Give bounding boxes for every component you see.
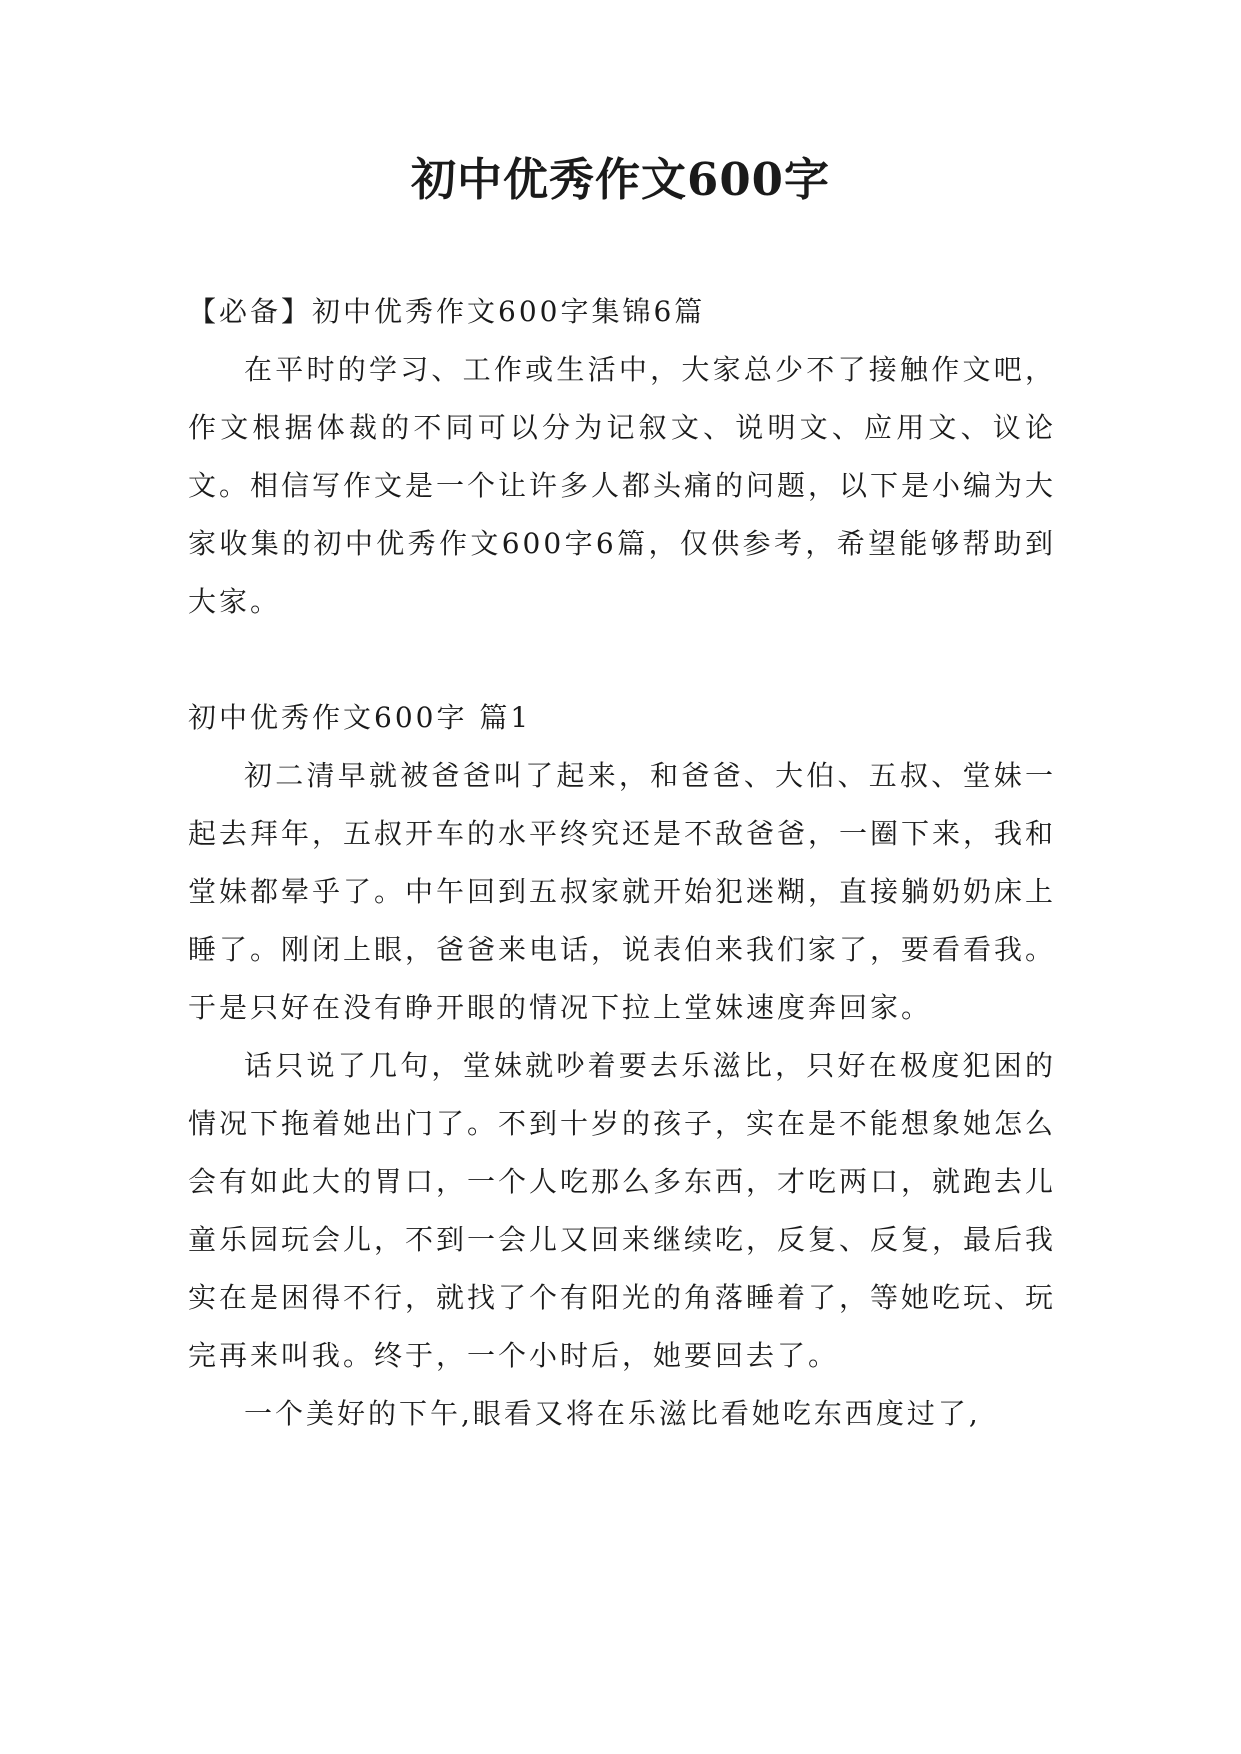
document-subtitle: 【必备】初中优秀作文600字集锦6篇	[188, 295, 706, 328]
body-paragraph-3: 一个美好的下午,眼看又将在乐滋比看她吃东西度过了,	[244, 1397, 981, 1430]
document-title: 初中优秀作文600字	[411, 153, 830, 206]
section-heading: 初中优秀作文600字 篇1	[188, 701, 532, 734]
section-spacer	[188, 631, 1056, 689]
body-paragraph-1: 初二清早就被爸爸叫了起来，和爸爸、大伯、五叔、堂妹一起去拜年，五叔开车的水平终究还是不敌爸爸，一圈下来，我和堂妹都晕乎了。中午回到五叔家就开始犯迷糊，直接躺奶奶床上睡了。刚闭上眼，爸爸来电话，说表伯来我们家了，要看看我。于是只好在没有睁开眼的情况下拉上堂妹速度奔回家。	[188, 759, 1057, 1024]
intro-paragraph: 在平时的学习、工作或生活中，大家总少不了接触作文吧，作文根据体裁的不同可以分为记叙文、说明文、应用文、议论文。相信写作文是一个让许多人都头痛的问题，以下是小编为大家收集的初中优秀作文600字6篇，仅供参考，希望能够帮助到大家。	[188, 353, 1057, 618]
body-paragraph-2: 话只说了几句，堂妹就吵着要去乐滋比，只好在极度犯困的情况下拖着她出门了。不到十岁的孩子，实在是不能想象她怎么会有如此大的胃口，一个人吃那么多东西，才吃两口，就跑去儿童乐园玩会儿，不到一会儿又回来继续吃，反复、反复，最后我实在是困得不行，就找了个有阳光的角落睡着了，等她吃玩、玩完再来叫我。终于，一个小时后，她要回去了。	[188, 1049, 1057, 1372]
document-body	[188, 283, 1056, 1443]
